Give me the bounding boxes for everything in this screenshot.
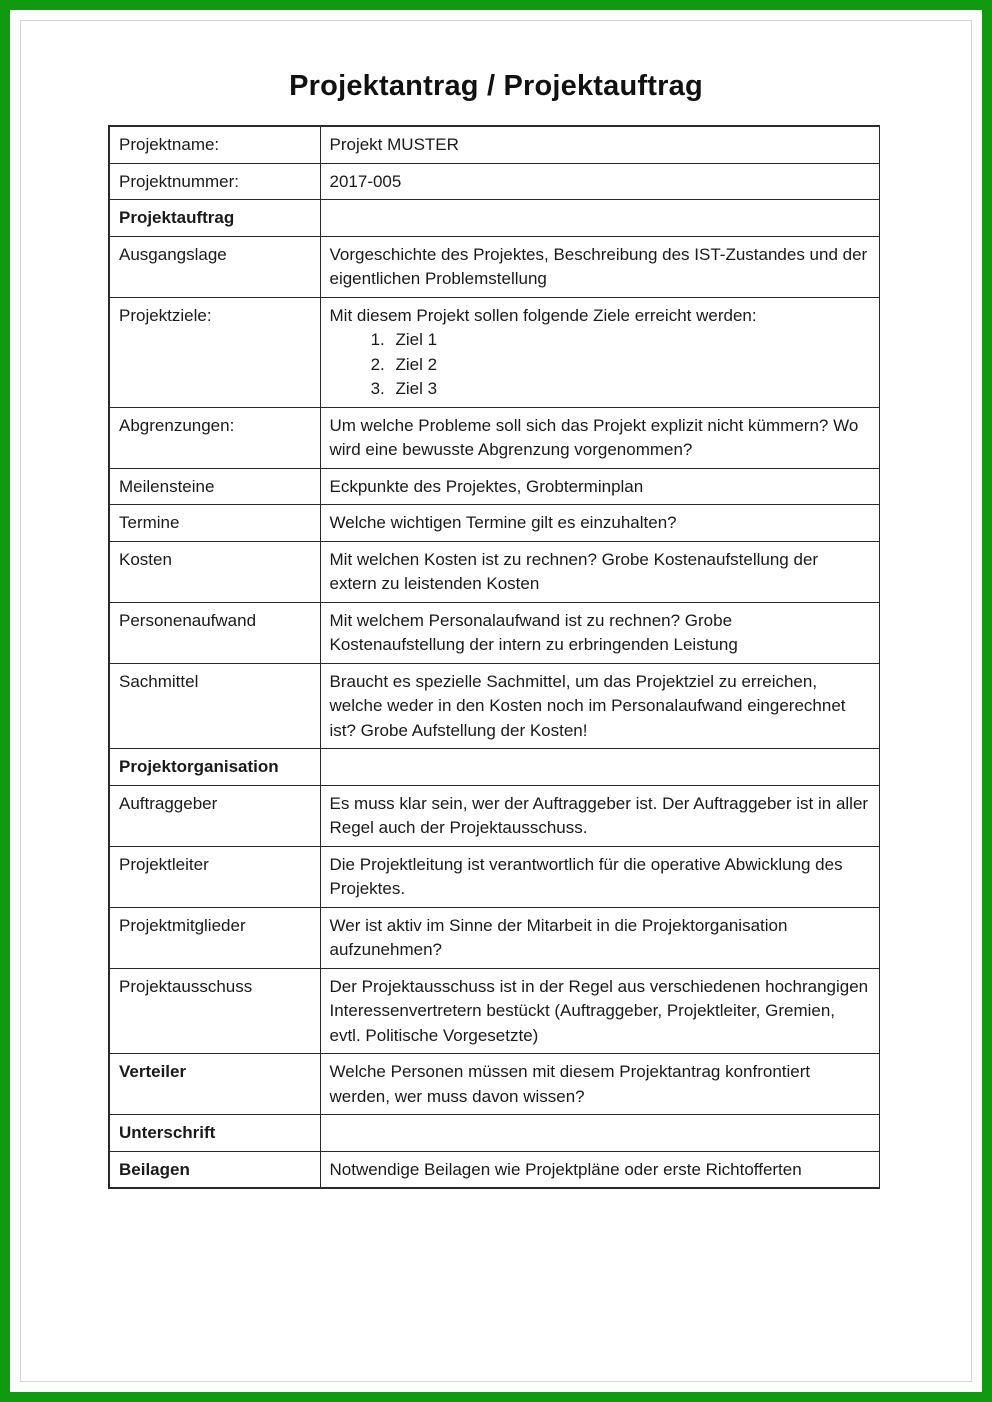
value-sachmittel[interactable]: Braucht es spezielle Sachmittel, um das Projektziel zu erreichen, welche weder in den Kosten noch im Personalaufwand eingerechnet ist? Grobe Aufstellung der Kosten! <box>320 663 879 749</box>
row-beilagen <box>109 1151 879 1188</box>
row-auftraggeber <box>109 785 879 846</box>
label-meilensteine: Meilensteine <box>109 468 320 505</box>
section-projektauftrag: Projektauftrag <box>109 200 320 237</box>
label-kosten: Kosten <box>109 541 320 602</box>
row-projektorganisation <box>109 749 879 786</box>
label-auftraggeber: Auftraggeber <box>109 785 320 846</box>
row-projektauftrag <box>109 200 879 237</box>
value-projektmitglieder[interactable]: Wer ist aktiv im Sinne der Mitarbeit in die Projektorganisation aufzunehmen? <box>320 907 879 968</box>
value-projektausschuss[interactable]: Der Projektausschuss ist in der Regel aus verschiedenen hochrangigen Interessenvertretern bestückt (Auftraggeber, Projektleiter, Gremien, evtl. Politische Vorgesetzte) <box>320 968 879 1054</box>
value-beilagen[interactable]: Notwendige Beilagen wie Projektpläne oder erste Richtofferten <box>320 1151 879 1188</box>
project-form-table <box>108 125 880 1189</box>
row-ausgangslage <box>109 236 879 297</box>
label-projektmitglieder: Projektmitglieder <box>109 907 320 968</box>
label-sachmittel: Sachmittel <box>109 663 320 749</box>
value-verteiler[interactable]: Welche Personen müssen mit diesem Projektantrag konfrontiert werden, wer muss davon wissen? <box>320 1054 879 1115</box>
row-projektleiter <box>109 846 879 907</box>
row-kosten <box>109 541 879 602</box>
row-unterschrift <box>109 1115 879 1152</box>
row-projektziele <box>109 297 879 407</box>
label-projektleiter: Projektleiter <box>109 846 320 907</box>
value-projektorganisation[interactable] <box>320 749 879 786</box>
row-verteiler <box>109 1054 879 1115</box>
row-abgrenzungen <box>109 407 879 468</box>
document-title: Projektantrag / Projektauftrag <box>289 70 703 102</box>
row-projektausschuss <box>109 968 879 1054</box>
value-auftraggeber[interactable]: Es muss klar sein, wer der Auftraggeber ist. Der Auftraggeber ist in aller Regel auch der Projektausschuss. <box>320 785 879 846</box>
value-projektname[interactable]: Projekt MUSTER <box>320 126 879 163</box>
value-projektziele[interactable] <box>320 297 879 407</box>
label-abgrenzungen: Abgrenzungen: <box>109 407 320 468</box>
label-ausgangslage: Ausgangslage <box>109 236 320 297</box>
value-abgrenzungen[interactable]: Um welche Probleme soll sich das Projekt explizit nicht kümmern? Wo wird eine bewusste Abgrenzung vorgenommen? <box>320 407 879 468</box>
section-verteiler: Verteiler <box>109 1054 320 1115</box>
row-projektname <box>109 126 879 163</box>
goal-item: 2. Ziel 2 <box>390 353 870 378</box>
value-projektnummer[interactable]: 2017-005 <box>320 163 879 200</box>
row-projektnummer <box>109 163 879 200</box>
value-unterschrift[interactable] <box>320 1115 879 1152</box>
row-meilensteine <box>109 468 879 505</box>
section-unterschrift: Unterschrift <box>109 1115 320 1152</box>
row-projektmitglieder <box>109 907 879 968</box>
label-projektausschuss: Projektausschuss <box>109 968 320 1054</box>
label-personenaufwand: Personenaufwand <box>109 602 320 663</box>
projektziele-intro: Mit diesem Projekt sollen folgende Ziele erreicht werden: <box>329 305 757 325</box>
goal-item: 3. Ziel 3 <box>390 377 870 402</box>
value-termine[interactable]: Welche wichtigen Termine gilt es einzuhalten? <box>320 505 879 542</box>
goal-list <box>330 328 870 402</box>
section-projektorganisation: Projektorganisation <box>109 749 320 786</box>
row-personenaufwand <box>109 602 879 663</box>
value-projektauftrag[interactable] <box>320 200 879 237</box>
label-projektziele: Projektziele: <box>109 297 320 407</box>
label-termine: Termine <box>109 505 320 542</box>
label-projektname: Projektname: <box>109 126 320 163</box>
section-beilagen: Beilagen <box>109 1151 320 1188</box>
value-projektleiter[interactable]: Die Projektleitung ist verantwortlich für die operative Abwicklung des Projektes. <box>320 846 879 907</box>
value-meilensteine[interactable]: Eckpunkte des Projektes, Grobterminplan <box>320 468 879 505</box>
value-ausgangslage[interactable]: Vorgeschichte des Projektes, Beschreibung des IST-Zustandes und der eigentlichen Problemstellung <box>320 236 879 297</box>
row-sachmittel <box>109 663 879 749</box>
value-kosten[interactable]: Mit welchen Kosten ist zu rechnen? Grobe Kostenaufstellung der extern zu leistenden Kosten <box>320 541 879 602</box>
goal-item: 1. Ziel 1 <box>390 328 870 353</box>
row-termine <box>109 505 879 542</box>
label-projektnummer: Projektnummer: <box>109 163 320 200</box>
value-personenaufwand[interactable]: Mit welchem Personalaufwand ist zu rechnen? Grobe Kostenaufstellung der intern zu erbringenden Leistung <box>320 602 879 663</box>
